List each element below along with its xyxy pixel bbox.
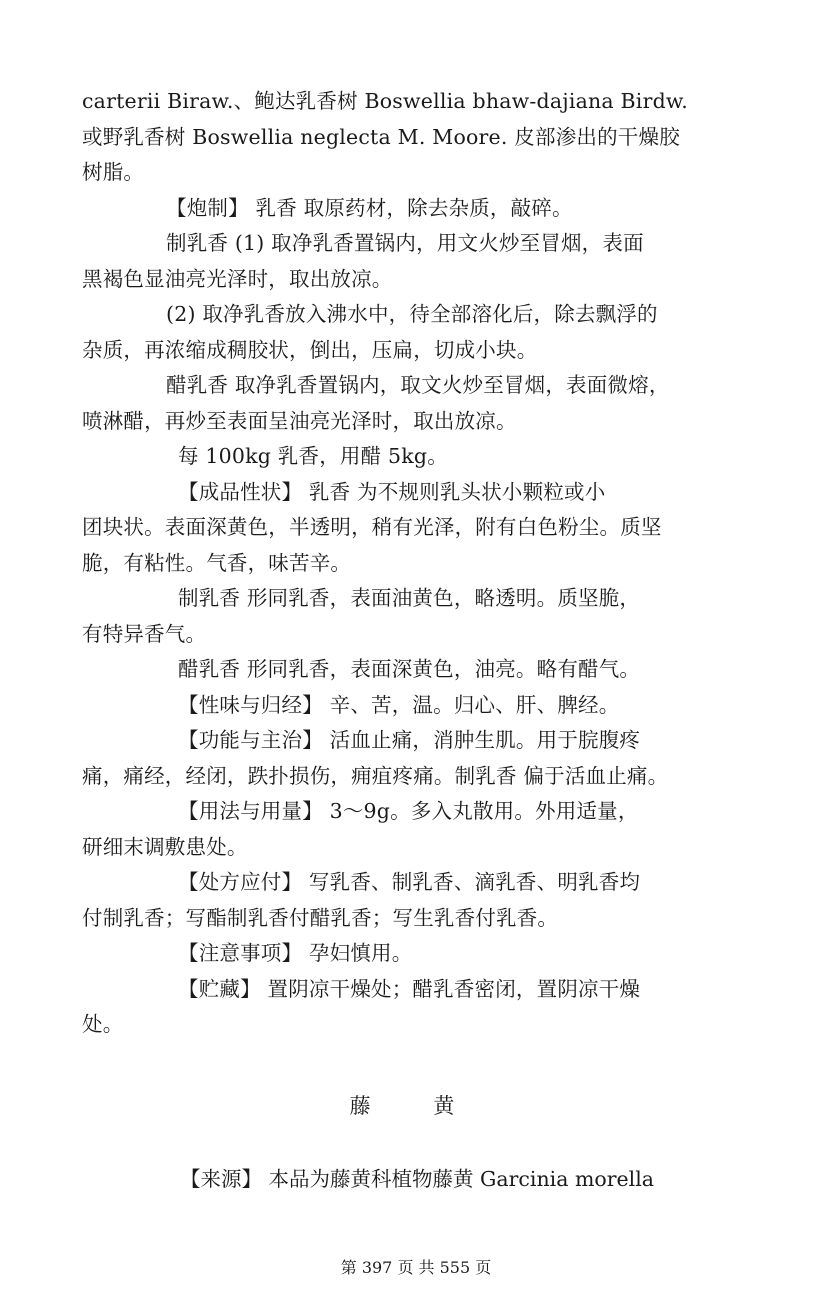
section-usage-dosage: 【用法与用量】 3～9g。多入丸散用。外用适量， xyxy=(178,799,639,823)
text-line: 黑褐色显油亮光泽时，取出放凉。 xyxy=(82,266,393,291)
entry-heading: 藤 黄 xyxy=(349,1094,483,1118)
text-line: 脆，有粘性。气香，味苦辛。 xyxy=(82,550,352,575)
text-line: 喷淋醋，再炒至表面呈油亮光泽时，取出放凉。 xyxy=(82,408,517,433)
text-line: 研细末调敷患处。 xyxy=(82,834,248,859)
text-line: 树脂。 xyxy=(82,160,145,184)
section-prescription: 【处方应付】 写乳香、制乳香、滴乳香、明乳香均 xyxy=(178,870,641,894)
text-line: 付制乳香；写酯制乳香付醋乳香；写生乳香付乳香。 xyxy=(82,905,559,930)
section-precautions: 【注意事项】 孕妇慎用。 xyxy=(178,941,413,965)
text-line: 制乳香 形同乳香，表面油黄色，略透明。质坚脆， xyxy=(178,586,641,610)
text-line: 痛，痛经，经闭，跌扑损伤，痈疽疼痛。制乳香 偏于活血止痛。 xyxy=(82,763,669,788)
text-line: 团块状。表面深黄色，半透明，稍有光泽，附有白色粉尘。质坚 xyxy=(82,515,662,539)
section-product-traits: 【成品性状】 乳香 为不规则乳头状小颗粒或小 xyxy=(178,479,606,504)
text-line: 或野乳香树 Boswellia neglecta M. Moore. 皮部渗出的干燥胶 xyxy=(82,124,680,149)
text-line: carterii Biraw.、鲍达乳香树 Boswellia bhaw-dajiana Birdw. xyxy=(82,89,688,113)
text-line: 杂质，再浓缩成稠胶状，倒出，压扁，切成小块。 xyxy=(82,337,538,362)
text-line: 醋乳香 取净乳香置锅内，取文火炒至冒烟，表面微熔， xyxy=(166,373,670,397)
section-source: 【来源】 本品为藤黄科植物藤黄 Garcinia morella xyxy=(180,1167,655,1191)
section-functions: 【功能与主治】 活血止痛，消肿生肌。用于脘腹疼 xyxy=(178,728,641,752)
page-footer: 第 397 页 共 555 页 xyxy=(340,1258,492,1277)
text-line: 制乳香 (1) 取净乳香置锅内，用文火炒至冒烟，表面 xyxy=(166,231,644,255)
text-line: 有特异香气。 xyxy=(82,621,207,646)
section-processing: 【炮制】 乳香 取原药材，除去杂质，敲碎。 xyxy=(166,195,573,220)
text-line: 处。 xyxy=(82,1012,124,1036)
text-line: 每 100kg 乳香，用醋 5kg。 xyxy=(178,444,448,468)
text-line: (2) 取净乳香放入沸水中，待全部溶化后，除去飘浮的 xyxy=(166,302,658,326)
text-line: 醋乳香 形同乳香，表面深黄色，油亮。略有醋气。 xyxy=(178,657,641,681)
section-storage: 【贮藏】 置阴凉干燥处；醋乳香密闭，置阴凉干燥 xyxy=(178,976,641,1001)
section-nature-meridian: 【性味与归经】 辛、苦，温。归心、肝、脾经。 xyxy=(178,692,620,717)
document-body xyxy=(82,84,752,1043)
